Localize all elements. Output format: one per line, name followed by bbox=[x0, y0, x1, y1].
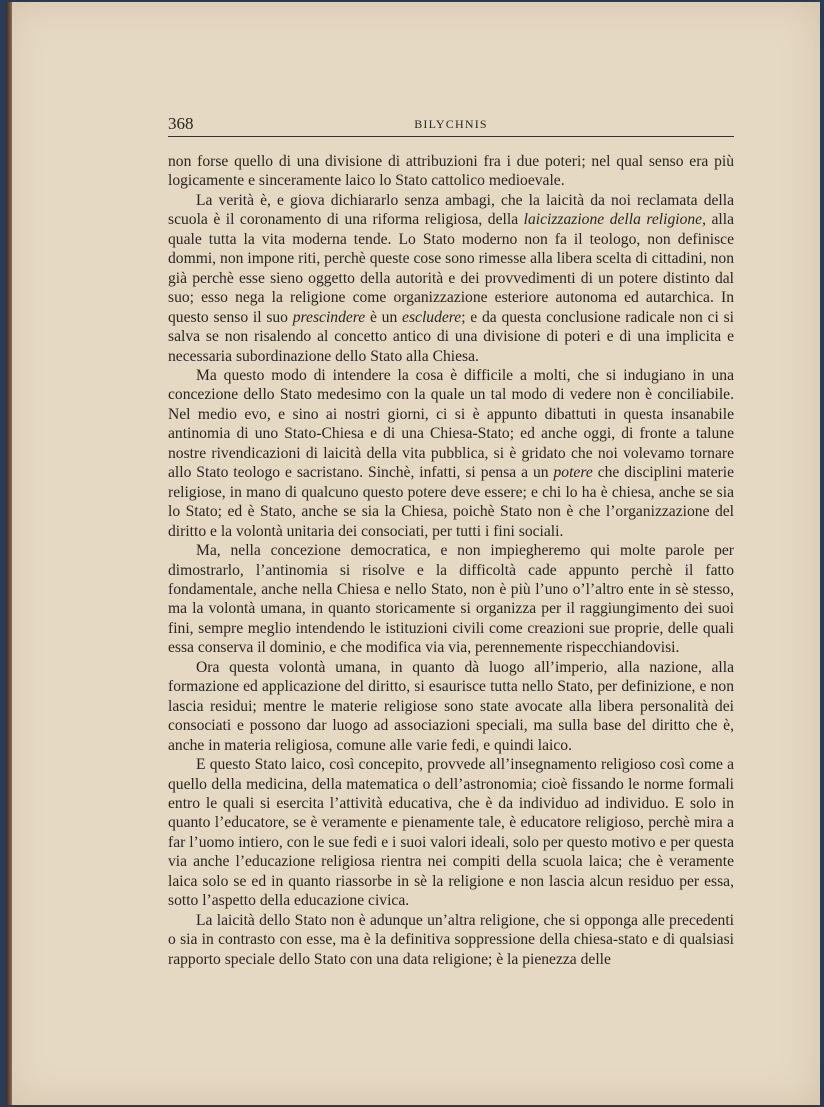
italic-text: laicizzazione della religione bbox=[523, 211, 703, 229]
page-header bbox=[168, 114, 734, 138]
text-run: ; e da questa conclusione radicale non ci si salva se non risalendo al concetto antico di una divisione di poteri e di una implicita e necessaria subordinazione dello Stato alla Chiesa. bbox=[168, 308, 734, 365]
text-run: Ora questa volontà umana, in quanto dà luogo all’imperio, alla nazione, alla formazione ed applicazione del diritto, si esaurisce tutta nello Stato, per definizione, e non lascia residui; mentre le materie religiose sono state avocate alla libera personalità dei consociati e possono dar luogo ad associazioni speciali, ma sulla base del diritto che è, anche in materia religiosa, comune alle varie fedi, e quindi laico. bbox=[168, 658, 734, 754]
text-run: è un bbox=[365, 308, 403, 326]
running-title: BILYCHNIS bbox=[414, 117, 488, 131]
italic-text: prescindere bbox=[292, 308, 366, 326]
text-run: non forse quello di una divisione di attribuzioni fra i due poteri; nel qual senso era più logicamente e sinceramente laico lo Stato cattolico medioevale. bbox=[168, 153, 734, 190]
page-number: 368 bbox=[168, 114, 194, 133]
paragraph bbox=[168, 911, 734, 969]
text-run: E questo Stato laico, così concepito, provvede all’insegnamento religioso così come a quello della medicina, della matematica o dell’astronomia; cioè fissando le norme formali entro le quali si esercita l’attività educativa, che è da individuo ad individuo. E solo in quanto l’educatore, se è veramente e pienamente tale, è educatore religioso, perchè mira a far l’uomo intiero, con le sue fedi e i suoi valori ideali, solo per questo motivo e per questa via anche l’educazione religiosa rientra nei compiti della scuola laica; che è veramente laica solo se ed in quanto riassorbe in sè la religione e non lascia alcun residuo per essa, sotto l’aspetto della educazione civica. bbox=[168, 756, 734, 910]
paragraph bbox=[168, 152, 734, 191]
header-rule bbox=[168, 136, 734, 137]
book-page bbox=[6, 2, 820, 1105]
italic-text: potere bbox=[553, 464, 593, 482]
italic-text: escludere bbox=[402, 308, 462, 326]
paragraph bbox=[168, 191, 734, 366]
text-run: La verità è, e giova dichiararlo senza ambagi, che la laicità da noi reclamata della scuola è il coronamento di una riforma religiosa, della bbox=[168, 191, 734, 229]
paragraph bbox=[168, 541, 734, 658]
body-text bbox=[168, 152, 734, 969]
text-run: che disciplini materie religiose, in mano di qualcuno questo potere deve essere; e chi lo ha è chiesa, anche se sia lo Stato; ed è Stato, anche se sia la Chiesa, poichè Stato non è che l’organizzazione del diritto e la volontà unitaria dei consociati, per tutti i fini sociali. bbox=[168, 464, 734, 540]
text-run: , alla quale tutta la vita moderna tende. Lo Stato moderno non fa il teologo, non definisce dommi, non impone riti, perchè queste cose sono rimesse alla libera scelta di cittadini, non già perchè esse sieno oggetto della autorità e dei provvedimenti di un potere distinto dal suo; esso nega la religione come organizzazione esteriore autonoma ed autarchica. In questo senso il suo bbox=[168, 211, 734, 326]
text-run: La laicità dello Stato non è adunque un’altra religione, che si opponga alle precedenti o sia in contrasto con esse, ma è la definitiva soppressione della chiesa-stato e di qualsiasi rapporto speciale dello Stato con una data religione; è la pienezza delle bbox=[168, 911, 734, 968]
text-run: Ma questo modo di intendere la cosa è difficile a molti, che si indugiano in una concezione dello Stato medesimo con la quale un tal modo di vedere non è conciliabile. Nel medio evo, e sino ai nostri giorni, ci si è appunto dibattuti in questa insanabile antinomia di uno Stato-Chiesa e di una Chiesa-Stato; ed anche oggi, di fronte a talune nostre rivendicazioni di laicità della vita pubblica, si è gridato che noi volevamo tornare allo Stato teologo e sacristano. Sinchè, infatti, si pensa a un bbox=[168, 366, 734, 482]
paragraph bbox=[168, 755, 734, 911]
paragraph bbox=[168, 366, 734, 541]
page-binding-edge bbox=[6, 2, 12, 1105]
text-run: Ma, nella concezione democratica, e non impiegheremo qui molte parole per dimostrarlo, l’antinomia si risolve e la difficoltà cade appunto perchè il fatto fondamentale, anche nella Chiesa e nello Stato, non è più l’uno o’l’altro ente in sè stesso, ma la volontà umana, in quanto storicamente si organizza per il raggiungimento dei suoi fini, sempre meglio intendendo le istituzioni civili come creazioni sue proprie, delle quali essa conserva il dominio, e che modifica via via, perennemente rispecchiandovisi. bbox=[168, 542, 734, 657]
paragraph bbox=[168, 658, 734, 755]
